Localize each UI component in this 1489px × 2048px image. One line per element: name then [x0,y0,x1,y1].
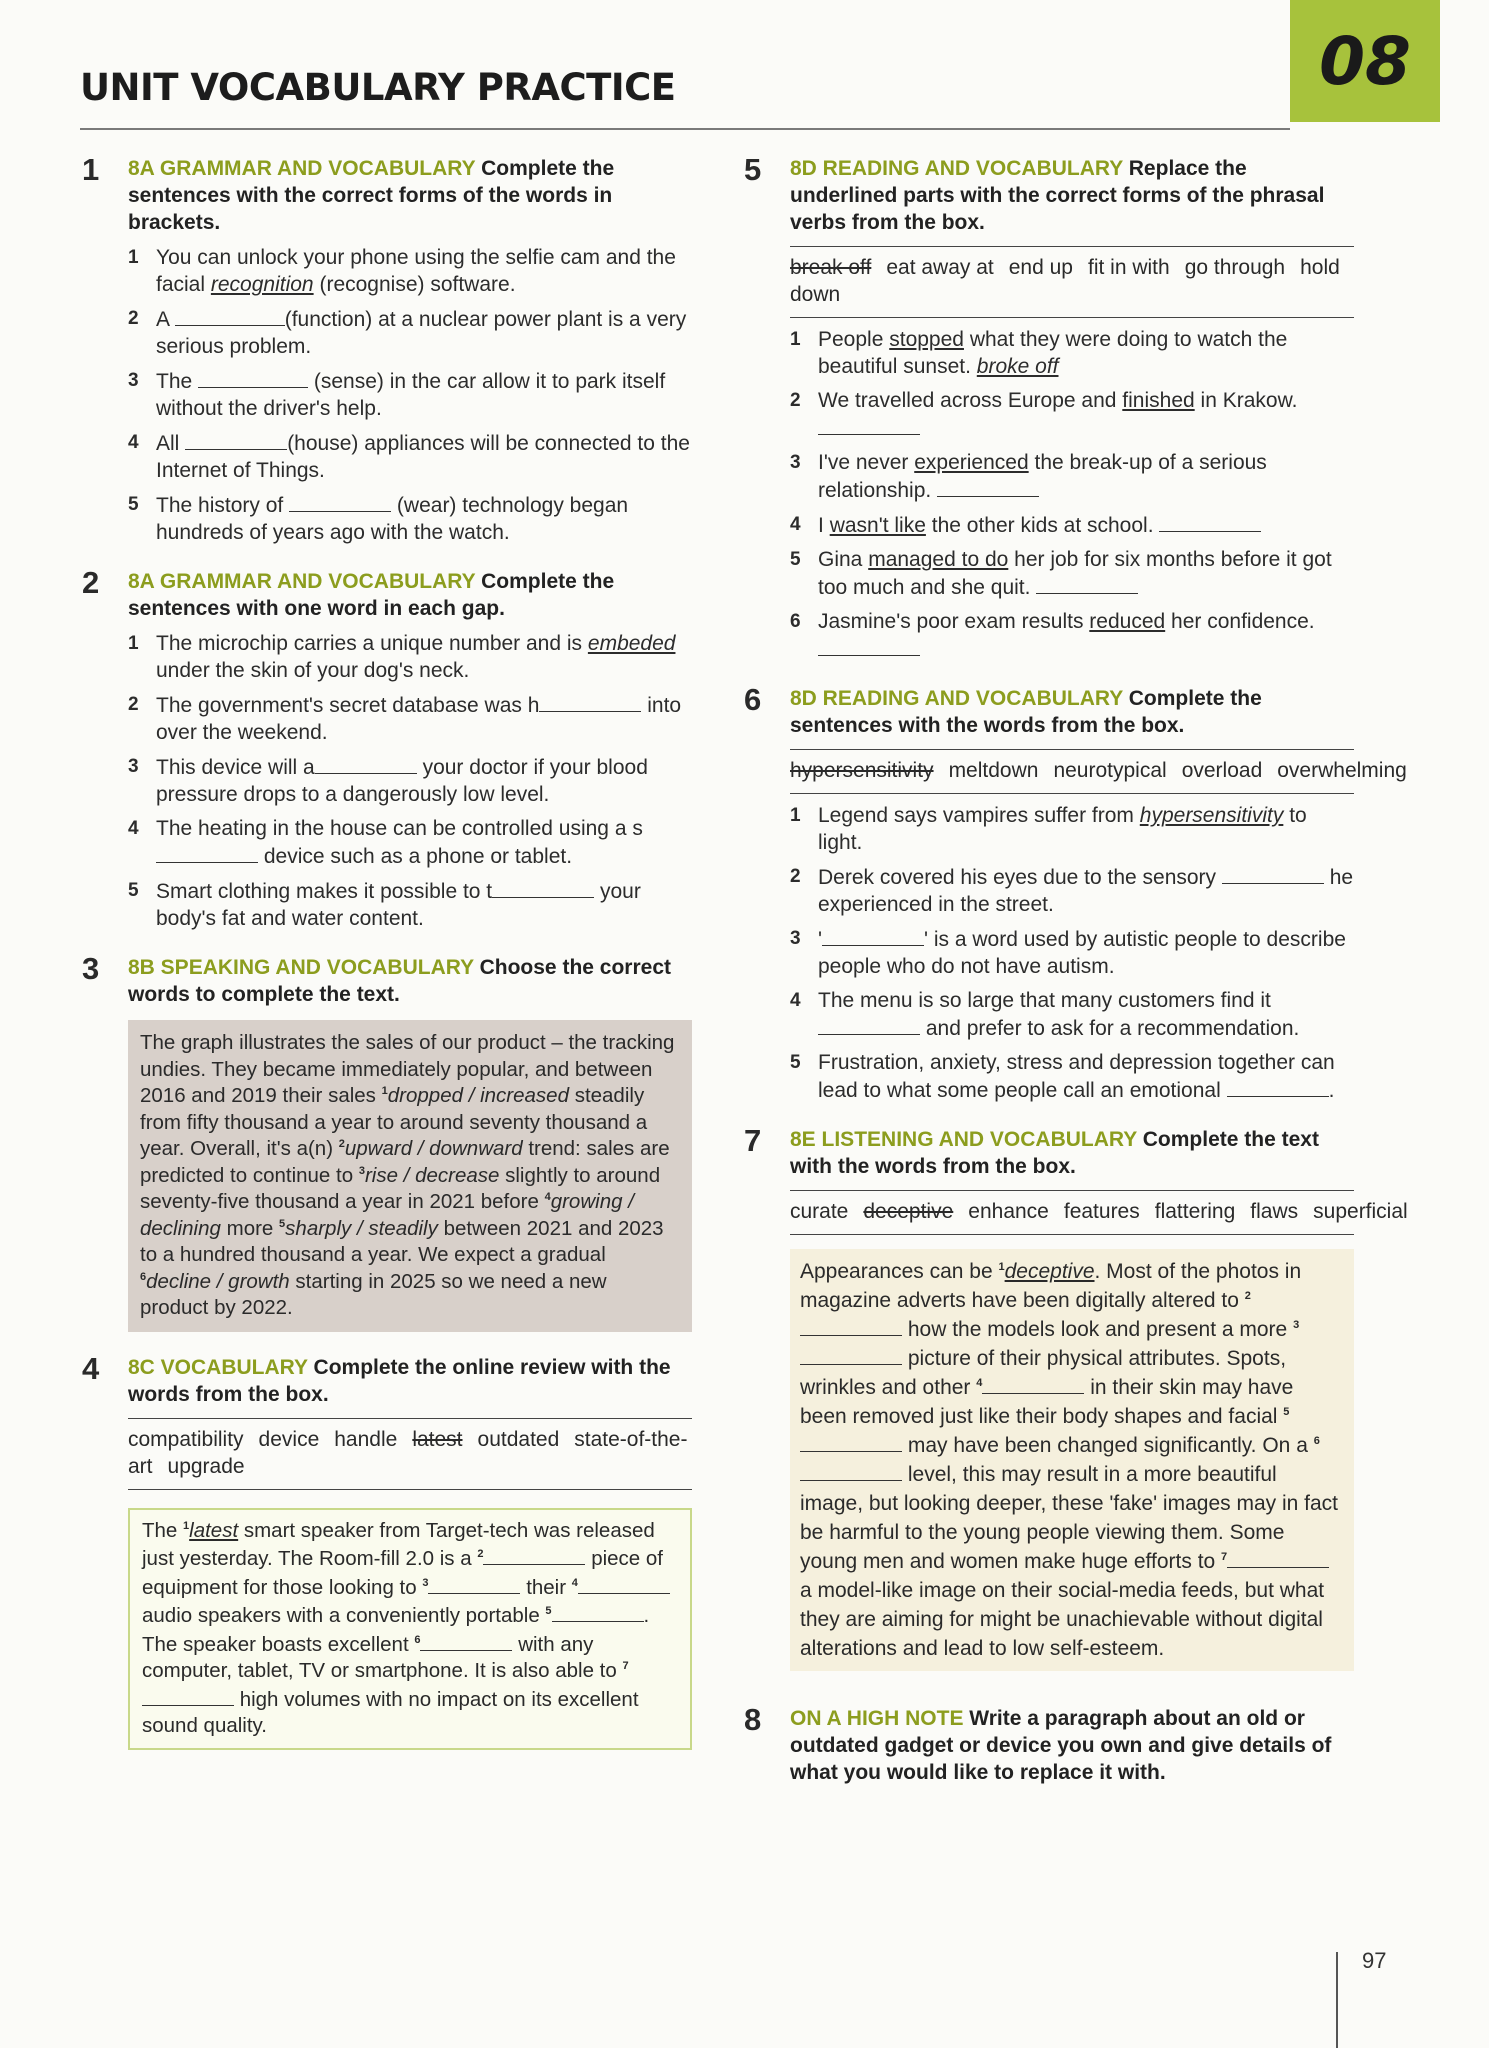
item-number: 5 [790,1052,801,1073]
choice-option[interactable]: sharply / steadily [285,1216,438,1240]
word-box [790,246,1354,318]
list-item [790,449,1354,504]
passage-text: The graph illustrates the sales of our product – the tracking undies. They became immediately popular, and between 2016 and 2019 their sales [140,1031,675,1107]
item-number: 1 [790,805,801,826]
unit-tab [1290,0,1440,122]
word-box-item: fit in with [1087,256,1170,279]
exercise-number: 7 [744,1123,762,1158]
answer-gap[interactable] [800,1431,902,1452]
word-box-item: device [258,1427,320,1451]
item-text: People [818,328,884,351]
example-answer: broke off [976,355,1059,378]
passage-text: slightly to around seventy-five thousand a year in 2021 before [140,1163,661,1213]
word-box [790,749,1407,794]
item-text: ' [818,928,823,951]
passage-text: level, this may result in a more beautiful image, but looking deeper, these 'fake' images may in fact be harmful to the young people viewing them. Some young men and women make huge efforts to [800,1463,1338,1573]
word-box-item: flaws [1250,1200,1299,1223]
answer-gap[interactable] [483,1544,585,1565]
answer-gap[interactable] [822,925,924,946]
instruction-text: Complete the sentences with the correct forms of the words in brackets. [128,157,615,234]
word-box-item: features [1063,1200,1140,1223]
exercise-tag: 8B SPEAKING AND VOCABULARY [128,956,474,979]
word-box-item: hold down [790,256,1340,306]
item-text: your body's fat and water content. [156,880,641,930]
list-item [128,491,692,546]
list-item [790,863,1354,918]
word-box-item: eat away at [886,256,994,279]
item-number: 4 [128,432,139,453]
instruction-text: Complete the sentences with one word in each gap. [128,570,615,620]
item-number: 2 [790,866,801,887]
gap-number: 1 [998,1261,1005,1273]
gap-number: 5 [279,1217,286,1230]
answer-gap[interactable] [420,1630,512,1651]
item-number: 1 [790,329,801,350]
underlined-phrase: wasn't like [829,514,926,537]
gap-number: 3 [358,1164,365,1177]
list-item [128,630,692,684]
instruction-text: Replace the underlined parts with the correct forms of the phrasal verbs from the box. [790,157,1325,234]
gap-number: 5 [1283,1406,1290,1418]
page-title: UNIT VOCABULARY PRACTICE [80,66,676,109]
item-number: 6 [790,611,801,632]
gap-number: 6 [140,1270,147,1283]
word-box-item: upgrade [167,1454,245,1478]
item-text: The [156,370,193,393]
answer-gap[interactable] [289,491,391,512]
passage-text: Appearances can be [800,1260,993,1283]
item-text: The menu is so large that many customers find it [818,989,1271,1012]
instruction-text: Choose the correct words to complete the text. [128,956,671,1006]
item-text: This device will a [156,756,315,779]
item-text: Jasmine's poor exam results [818,610,1084,633]
item-number: 1 [128,247,139,268]
passage-text: The [142,1518,178,1542]
passage-text: may have been changed significantly. On a [907,1434,1308,1457]
passage-text: . Most of the photos in magazine adverts have been digitally altered to [800,1260,1302,1312]
item-text: Legend says vampires suffer from [818,804,1134,827]
item-text: (house) appliances will be connected to the Internet of Things. [156,432,690,482]
exercise-tag: 8A GRAMMAR AND VOCABULARY [128,570,476,593]
title-divider [80,128,1290,130]
word-box-item: overwhelming [1277,759,1407,782]
word-box-item-used: latest [412,1427,463,1451]
instruction-text: Complete the online review with the words from the box. [128,1355,671,1406]
exercise-number: 5 [744,152,762,187]
item-text: device such as a phone or tablet. [263,845,573,868]
gap-number: 4 [544,1191,551,1204]
gap-number: 7 [1221,1551,1228,1563]
word-box-item: neurotypical [1053,759,1167,782]
word-box-item: handle [334,1427,398,1451]
item-number: 3 [128,370,139,391]
choice-option[interactable]: upward / downward [344,1137,523,1160]
word-box-item: compatibility [128,1427,244,1451]
word-box-item-used: hypersensitivity [790,759,934,782]
item-text: under the skin of your dog's neck. [156,659,470,682]
exercise-6 [744,682,1407,1104]
graph-description-text [128,1020,692,1332]
choice-option[interactable]: rise / decrease [364,1163,500,1187]
answer-gap[interactable] [315,753,417,774]
word-box-item: outdated [477,1427,560,1451]
answer-gap[interactable] [578,1573,670,1594]
passage-text: . The speaker boasts excellent [142,1604,650,1656]
word-box-item-used: deceptive [863,1200,954,1223]
word-box-item: go through [1184,256,1286,279]
exercise-instruction [790,1126,1354,1180]
gap-number: 5 [545,1605,552,1618]
item-text: her confidence. [1171,610,1315,633]
word-box-item: end up [1008,256,1073,279]
answer-gap[interactable] [1036,573,1138,594]
item-number: 5 [128,494,139,515]
list-item [128,753,692,808]
gap-number: 3 [1293,1319,1300,1331]
item-text: the other kids at school. [931,514,1154,537]
list-item [128,367,692,422]
answer-gap[interactable] [800,1315,902,1336]
answer-gap[interactable] [1222,863,1324,884]
choice-option[interactable]: dropped / increased [387,1084,569,1107]
item-text: Derek covered his eyes due to the sensory [818,866,1217,889]
item-number: 5 [128,880,139,901]
item-text: We travelled across Europe and [818,389,1117,412]
exercise-number: 4 [82,1350,100,1386]
item-text: A [156,308,169,331]
item-number: 4 [790,514,801,535]
list-item [790,987,1354,1042]
item-text: I've never [818,451,909,474]
item-text: her job for six months before it got too much and she quit. [818,548,1332,599]
underlined-phrase: reduced [1089,610,1166,633]
item-text: The history of [156,494,284,517]
word-box-item: enhance [968,1200,1049,1223]
item-text: Smart clothing makes it possible to t [156,880,493,903]
online-review-text [128,1508,692,1750]
item-text: I [818,514,824,537]
example-answer: deceptive [1004,1260,1095,1283]
item-text: The government's secret database was h [156,694,540,717]
exercise-instruction [790,155,1354,236]
list-item [790,1049,1354,1104]
exercise-tag: 8E LISTENING AND VOCABULARY [790,1128,1137,1151]
item-number: 2 [790,390,801,411]
exercise-number: 3 [82,951,100,986]
answer-gap[interactable] [937,476,1039,497]
passage-text: steadily from fifty thousand a year to around seventy thousand a year. Overall, it's a(n) [140,1084,648,1160]
list-item [790,387,1354,442]
example-answer: latest [189,1518,239,1542]
item-text: (function) at a nuclear power plant is a very serious problem. [156,308,687,358]
answer-gap[interactable] [156,842,258,863]
answer-gap[interactable] [1227,1547,1329,1568]
exercise-instruction [128,1354,692,1408]
exercise-instruction [790,1705,1354,1786]
item-text: into over the weekend. [156,694,682,744]
exercise-number: 1 [82,152,100,187]
answer-gap[interactable] [552,1601,644,1622]
item-text: (wear) technology began hundreds of years ago with the watch. [156,494,629,544]
passage-text: with any computer, tablet, TV or smartphone. It is also able to [142,1632,617,1682]
item-number: 3 [790,452,801,473]
gap-number: 1 [183,1519,190,1532]
gap-number: 4 [976,1377,983,1389]
exercise-number: 2 [82,565,100,600]
exercise-tag: 8D READING AND VOCABULARY [790,687,1123,710]
list-item [128,815,692,870]
item-number: 3 [128,756,139,777]
item-text: and prefer to ask for a recommendation. [925,1017,1300,1040]
word-box-item: state-of-the-art [128,1427,688,1478]
item-text: All [156,432,180,455]
passage-text: starting in 2025 so we need a new product by 2022. [140,1269,607,1319]
exercise-3 [82,951,692,1332]
choice-option[interactable]: decline / growth [146,1269,290,1293]
exercise-2 [82,565,692,932]
word-box-item-used: break off [790,256,872,279]
answer-gap[interactable] [800,1460,902,1481]
word-box-item: meltdown [948,759,1039,782]
item-text: to light. [818,804,1307,854]
item-text: The microchip carries a unique number and is [156,632,583,655]
exercise-tag: 8D READING AND VOCABULARY [790,157,1123,180]
passage-text: how the models look and present a more [907,1318,1288,1341]
gap-number: 4 [571,1576,578,1589]
list-item [790,511,1354,539]
word-box-item: superficial [1313,1200,1408,1223]
passage-text: high volumes with no impact on its excellent sound quality. [142,1687,639,1737]
example-answer: embeded [587,632,676,655]
passage-text: trend: sales are predicted to continue to [140,1137,670,1187]
underlined-phrase: managed to do [868,548,1009,571]
gap-number: 2 [477,1548,484,1561]
answer-gap[interactable] [818,1014,920,1035]
right-column [744,152,1408,1808]
list-item [128,877,692,932]
underlined-phrase: stopped [889,328,964,351]
list-item [790,546,1354,601]
item-text: . [1328,1079,1335,1102]
item-text: ' is a word used by autistic people to describe people who do not have autism. [818,928,1346,978]
item-text: your doctor if your blood pressure drops to a dangerously low level. [156,756,648,806]
passage-text: picture of their physical attributes. Spots, wrinkles and other [800,1347,1287,1399]
answer-gap[interactable] [818,635,920,656]
item-number: 2 [128,308,139,329]
list-item [128,244,692,298]
instruction-text: Complete the sentences with the words from the box. [790,687,1262,737]
answer-gap[interactable] [982,1373,1084,1394]
item-number: 2 [128,694,139,715]
answer-gap[interactable] [800,1344,902,1365]
item-number: 4 [128,818,139,839]
exercise-tag: 8A GRAMMAR AND VOCABULARY [128,157,476,180]
exercise-1 [82,152,692,546]
instruction-text: Write a paragraph about an old or outdated gadget or device you own and give details of what you would like to replace it with. [790,1707,1332,1784]
gap-number: 3 [422,1576,429,1589]
exercise-instruction [128,568,692,622]
item-text: (sense) in the car allow it to park itself without the driver's help. [156,370,666,420]
item-number: 1 [128,633,139,654]
word-box [128,1418,692,1490]
item-number: 5 [790,549,801,570]
word-box-item: flattering [1154,1200,1236,1223]
exercise-number: 6 [744,682,762,717]
item-text: what they were doing to watch the beautiful sunset. [818,328,1288,378]
page-number: 97 [1362,1948,1387,1973]
list-item [790,802,1354,856]
exercise-4 [82,1350,692,1750]
word-box-item: curate [790,1200,849,1223]
answer-gap[interactable] [1227,1076,1329,1097]
list-item [790,925,1354,980]
gap-number: 6 [1313,1435,1320,1447]
passage-text: piece of equipment for those looking to [142,1547,663,1599]
answer-gap[interactable] [175,305,285,326]
exercise-number: 8 [744,1702,762,1737]
exercise-8 [744,1702,1354,1786]
passage-text: their [526,1575,567,1599]
instruction-text: Complete the text with the words from the box. [790,1128,1319,1178]
passage-text: audio speakers with a conveniently portable [142,1604,540,1627]
exercise-tag: ON A HIGH NOTE [790,1707,964,1730]
choice-option[interactable]: growing / declining [140,1190,634,1240]
exercise-tag: 8C VOCABULARY [128,1355,308,1379]
answer-gap[interactable] [492,877,594,898]
exercise-instruction [128,954,692,1008]
list-item [128,429,692,484]
passage-text: between 2021 and 2023 to a hundred thousand a year. We expect a gradual [140,1216,664,1266]
item-number: 4 [790,990,801,1011]
item-number: 3 [790,928,801,949]
list-item [128,305,692,360]
item-text: The heating in the house can be controlled using a s [156,817,643,840]
item-text: the break-up of a serious relationship. [818,451,1267,502]
exercise-instruction [790,685,1354,739]
exercise-5 [744,152,1354,663]
answer-gap[interactable] [428,1573,520,1594]
gap-number: 2 [1244,1290,1251,1302]
passage-text: smart speaker from Target-tech was released just yesterday. The Room-fill 2.0 is a [142,1518,655,1570]
word-box-item: overload [1181,759,1263,782]
gap-number: 7 [622,1660,629,1673]
answer-gap[interactable] [539,691,641,712]
left-column [82,152,692,1772]
gap-number: 1 [381,1085,388,1098]
underlined-phrase: finished [1122,389,1195,412]
item-text: You can unlock your phone using the selfie cam and the facial [156,246,676,296]
underlined-phrase: experienced [914,451,1029,474]
answer-gap[interactable] [818,414,920,435]
answer-gap[interactable] [1159,511,1261,532]
item-text: in Krakow. [1200,389,1298,412]
gap-number: 2 [338,1138,345,1151]
item-text: (recognise) software. [319,273,516,296]
answer-gap[interactable] [198,367,308,388]
list-item [790,608,1354,663]
passage-text: a model-like image on their social-media feeds, but what they are aiming for might be unachievable without digital alterations and lead to low self-esteem. [800,1579,1325,1660]
exercise-7 [744,1123,1408,1671]
list-item [790,326,1354,380]
answer-gap[interactable] [185,429,287,450]
word-box [790,1190,1408,1235]
gap-number: 6 [414,1633,421,1646]
example-answer: hypersensitivity [1139,804,1284,827]
appearances-text [790,1249,1354,1671]
item-text: Frustration, anxiety, stress and depression together can lead to what some people call an emotional [818,1051,1335,1102]
exercise-instruction [128,155,692,236]
page-number-rule [1336,1952,1338,2048]
item-text: he experienced in the street. [818,866,1354,916]
answer-gap[interactable] [142,1685,234,1706]
item-text: Gina [818,548,863,571]
passage-text: more [226,1216,274,1240]
example-answer: recognition [210,273,314,296]
list-item [128,691,692,746]
unit-number: 08 [1319,22,1411,100]
passage-text: in their skin may have been removed just like their body shapes and facial [800,1376,1294,1428]
